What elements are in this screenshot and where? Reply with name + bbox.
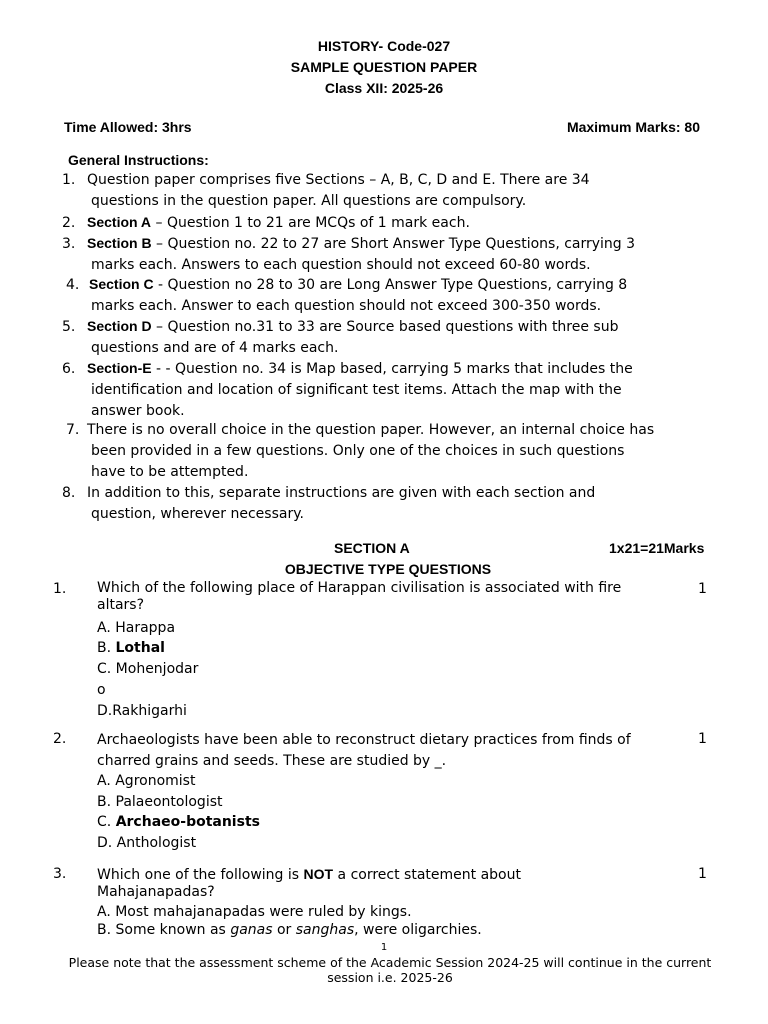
question-text: Which of the following place of Harappan civilisation is associated with fire altars? bbox=[97, 580, 622, 613]
instruction-text: - Question no 28 to 30 are Long Answer Type Questions, carrying 8 bbox=[153, 277, 628, 293]
instruction-text: marks each. Answers to each question should not exceed 60-80 words. bbox=[91, 257, 591, 273]
question-text-part: Which one of the following is bbox=[97, 867, 304, 883]
question-text-part: a correct statement about Mahajanapadas? bbox=[97, 867, 521, 900]
option-a: A. Agronomist bbox=[97, 773, 196, 789]
page-number: 1 bbox=[380, 942, 388, 953]
class-title: Class XII: 2025-26 bbox=[324, 80, 444, 96]
instruction-number: 5. bbox=[62, 319, 76, 335]
instruction-item bbox=[62, 483, 703, 525]
option-italic: sanghas bbox=[295, 922, 355, 938]
instruction-text: answer book. bbox=[91, 403, 185, 419]
option-c bbox=[97, 812, 260, 832]
option-text: , were oligarchies. bbox=[354, 922, 482, 938]
option-letter: C. bbox=[97, 814, 112, 830]
instruction-bold: Section C bbox=[89, 276, 154, 292]
instruction-text: questions in the question paper. All questions are compulsory. bbox=[91, 193, 527, 209]
instruction-item bbox=[62, 233, 703, 276]
section-a-marks: 1x21=21Marks bbox=[609, 540, 705, 556]
question-number: 2. bbox=[53, 731, 67, 747]
option-d: D. Anthologist bbox=[97, 835, 197, 851]
instruction-text: been provided in a few questions. Only one of the choices in such questions bbox=[91, 443, 625, 459]
instruction-number: 3. bbox=[62, 236, 76, 252]
option-letter: B. bbox=[97, 640, 112, 656]
instruction-text: identification and location of significant test items. Attach the map with the bbox=[91, 382, 622, 398]
option-b bbox=[97, 638, 165, 658]
instruction-item bbox=[66, 420, 703, 483]
question-mark: 1 bbox=[698, 581, 707, 597]
instruction-text: questions and are of 4 marks each. bbox=[91, 340, 339, 356]
instruction-text: have to be attempted. bbox=[91, 464, 249, 480]
time-allowed: Time Allowed: 3hrs bbox=[64, 119, 192, 135]
option-italic: ganas bbox=[230, 922, 273, 938]
instruction-item bbox=[62, 316, 703, 359]
instruction-number: 6. bbox=[62, 361, 76, 377]
instruction-bold: Section B bbox=[87, 235, 152, 251]
instruction-bold: Section A bbox=[87, 214, 152, 230]
question-text bbox=[97, 866, 567, 901]
instruction-text: marks each. Answer to each question should not exceed 300-350 words. bbox=[91, 298, 602, 314]
option-answer: Archaeo-botanists bbox=[115, 814, 260, 830]
question-number: 3. bbox=[53, 866, 67, 882]
subject-title: HISTORY- Code-027 bbox=[317, 38, 451, 54]
section-a-title: SECTION A bbox=[334, 540, 410, 556]
instruction-text: There is no overall choice in the question paper. However, an internal choice has bbox=[87, 422, 655, 438]
instruction-number: 7. bbox=[66, 422, 80, 438]
instruction-text: – Question 1 to 21 are MCQs of 1 mark each. bbox=[151, 215, 470, 231]
footer-note: Please note that the assessment scheme of the Academic Session 2024-25 will continue in the current session i.e. 2025-26 bbox=[68, 955, 712, 985]
option-b bbox=[97, 921, 482, 939]
instruction-number: 8. bbox=[62, 485, 76, 501]
instruction-text: - - Question no. 34 is Map based, carrying 5 marks that includes the bbox=[151, 361, 633, 377]
option-a: A. Most mahajanapadas were ruled by kings. bbox=[97, 904, 412, 920]
general-instructions-title: General Instructions: bbox=[68, 152, 209, 168]
question-text-emphasis: NOT bbox=[303, 866, 334, 882]
instruction-text: question, wherever necessary. bbox=[91, 506, 304, 522]
instruction-item bbox=[66, 274, 703, 317]
instruction-item bbox=[62, 212, 703, 234]
question-mark: 1 bbox=[698, 866, 707, 882]
instruction-bold: Section-E bbox=[87, 360, 152, 376]
section-a-subtitle: OBJECTIVE TYPE QUESTIONS bbox=[284, 561, 492, 577]
instruction-text: – Question no.31 to 33 are Source based questions with three sub bbox=[151, 319, 619, 335]
option-c: C. Mohenjodar bbox=[97, 661, 199, 677]
instruction-number: 4. bbox=[66, 277, 80, 293]
paper-title: SAMPLE QUESTION PAPER bbox=[290, 59, 478, 75]
instruction-item bbox=[62, 358, 703, 422]
option-a: A. Harappa bbox=[97, 620, 176, 636]
instruction-text: In addition to this, separate instructions are given with each section and bbox=[87, 485, 596, 501]
option-answer: Lothal bbox=[115, 640, 165, 656]
instruction-number: 2. bbox=[62, 215, 76, 231]
option-text: B. Some known as bbox=[97, 922, 231, 938]
instruction-text: Question paper comprises five Sections – A, B, C, D and E. There are 34 bbox=[87, 172, 590, 188]
option-text: or bbox=[272, 922, 296, 938]
option-c-wrap: o bbox=[97, 682, 106, 698]
option-d: D.Rakhigarhi bbox=[97, 703, 187, 719]
maximum-marks: Maximum Marks: 80 bbox=[566, 119, 700, 135]
question-mark: 1 bbox=[698, 731, 707, 747]
instruction-number: 1. bbox=[62, 172, 76, 188]
question-number: 1. bbox=[53, 581, 67, 597]
instruction-item bbox=[62, 170, 703, 212]
instruction-bold: Section D bbox=[87, 318, 152, 334]
option-b: B. Palaeontologist bbox=[97, 794, 223, 810]
question-text: Archaeologists have been able to reconstruct dietary practices from finds of charred grains and seeds. These are studied by _. bbox=[97, 732, 631, 769]
instruction-text: – Question no. 22 to 27 are Short Answer Type Questions, carrying 3 bbox=[151, 236, 636, 252]
